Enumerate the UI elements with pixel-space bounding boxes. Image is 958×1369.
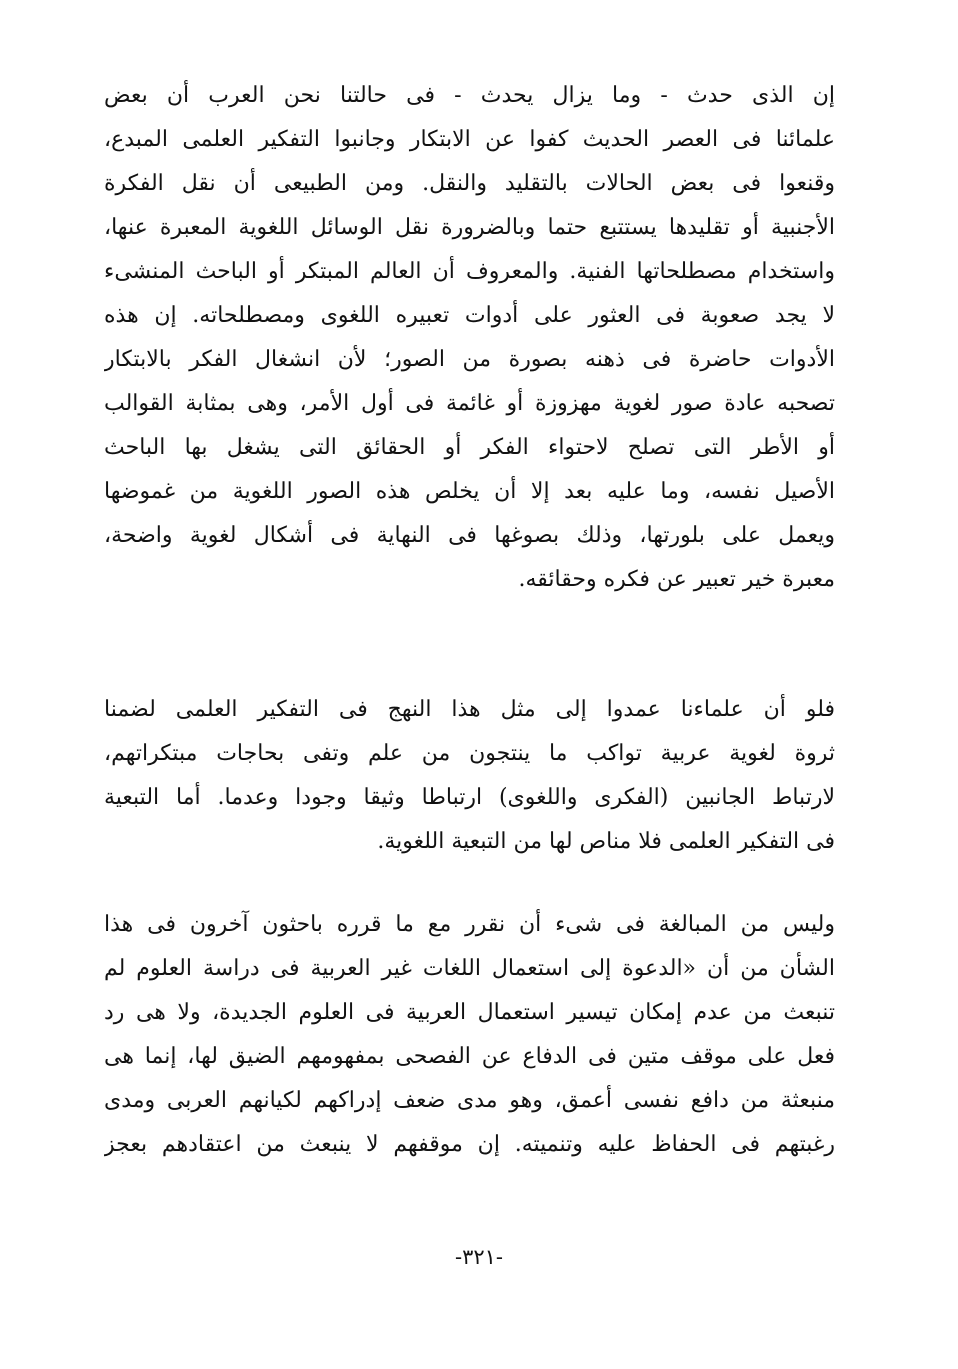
paragraph-2 [104, 688, 835, 864]
text-line: منبعثة من دافع نفسى أعمق، وهو مدى ضعف إدراكهم لكيانهم العربى ومدى [104, 1088, 835, 1113]
text-line: واستخدام مصطلحاتها الفنية. والمعروف أن العالم المبتكر أو الباحث المنشىء [104, 259, 835, 284]
text-line: الأصيل نفسه، وما عليه بعد إلا أن يخلص هذه الصور اللغوية من غموضها [104, 479, 835, 504]
text-line: تنبعث من عدم إمكان تيسير استعمال العربية فى العلوم الجديدة، ولا هى رد [104, 1000, 835, 1025]
text-line: علمائنا فى العصر الحديث كفوا عن الابتكار وجانبوا التفكير العلمى المبدع، [104, 127, 835, 152]
text-line: الأدوات حاضرة فى ذهنه بصورة من الصور؛ لأن انشغال الفكر بالابتكار [104, 347, 835, 372]
text-line: وقنعوا فى بعض الحالات بالتقليد والنقل. ومن الطبيعى أن نقل الفكرة [104, 171, 835, 196]
text-line: تصحبه عادة صور لغوية مهزوزة أو غائمة فى أول الأمر، وهى بمثابة القوالب [104, 391, 835, 416]
text-line: معبرة خير تعبير عن فكره وحقائقه. [518, 567, 835, 592]
page-number: -٣٢١- [454, 1245, 504, 1269]
text-line: لارتباط الجانبين (الفكرى واللغوى) ارتباطا وثيقا وجودا وعدما. أما التبعية [104, 785, 835, 810]
text-line: إن الذى حدث - وما يزال يحدث - فى حالتنا نحن العرب أن بعض [104, 83, 835, 108]
text-line: ثروة لغوية عربية تواكب ما ينتجون من علم وتفى بحاجات مبتكراتهم، [104, 741, 835, 766]
text-line: وليس من المبالغة فى شىء أن نقرر مع ما قرره باحثون آخرون فى هذا [104, 912, 835, 937]
text-line: الشأن من أن «الدعوة إلى استعمال اللغات غير العربية فى دراسة العلوم لم [104, 956, 835, 981]
text-line: أو الأطر التى تصلح لاحتواء الفكر أو الحقائق التى يشغل بها الباحث [104, 435, 835, 460]
text-line: فى التفكير العلمى فلا مناص لها من التبعية اللغوية. [377, 829, 835, 854]
text-line: رغبتهم فى الحفاظ عليه وتنميته. إن موقفهم لا ينبعث من اعتقادهم بعجز [104, 1132, 835, 1157]
paragraph-1 [104, 74, 835, 602]
text-line: فلو أن علماءنا عمدوا إلى مثل هذا النهج فى التفكير العلمى لضمنا [104, 697, 835, 722]
text-line: الأجنبية أو تقليدها يستتبع حتما وبالضرورة نقل الوسائل اللغوية المعبرة عنها، [104, 215, 835, 240]
text-line: ويعمل على بلورتها، وذلك بصوغها فى النهاية فى أشكال لغوية واضحة، [104, 523, 835, 548]
text-line: لا يجد صعوبة فى العثور على أدوات تعبيره اللغوى ومصطلحاته. إن هذه [104, 303, 835, 328]
text-line: فعل على موقف متين فى الدفاع عن الفصحى بمفهومهم الضيق لها، إنما هى [104, 1044, 835, 1069]
paragraph-3 [104, 903, 835, 1167]
